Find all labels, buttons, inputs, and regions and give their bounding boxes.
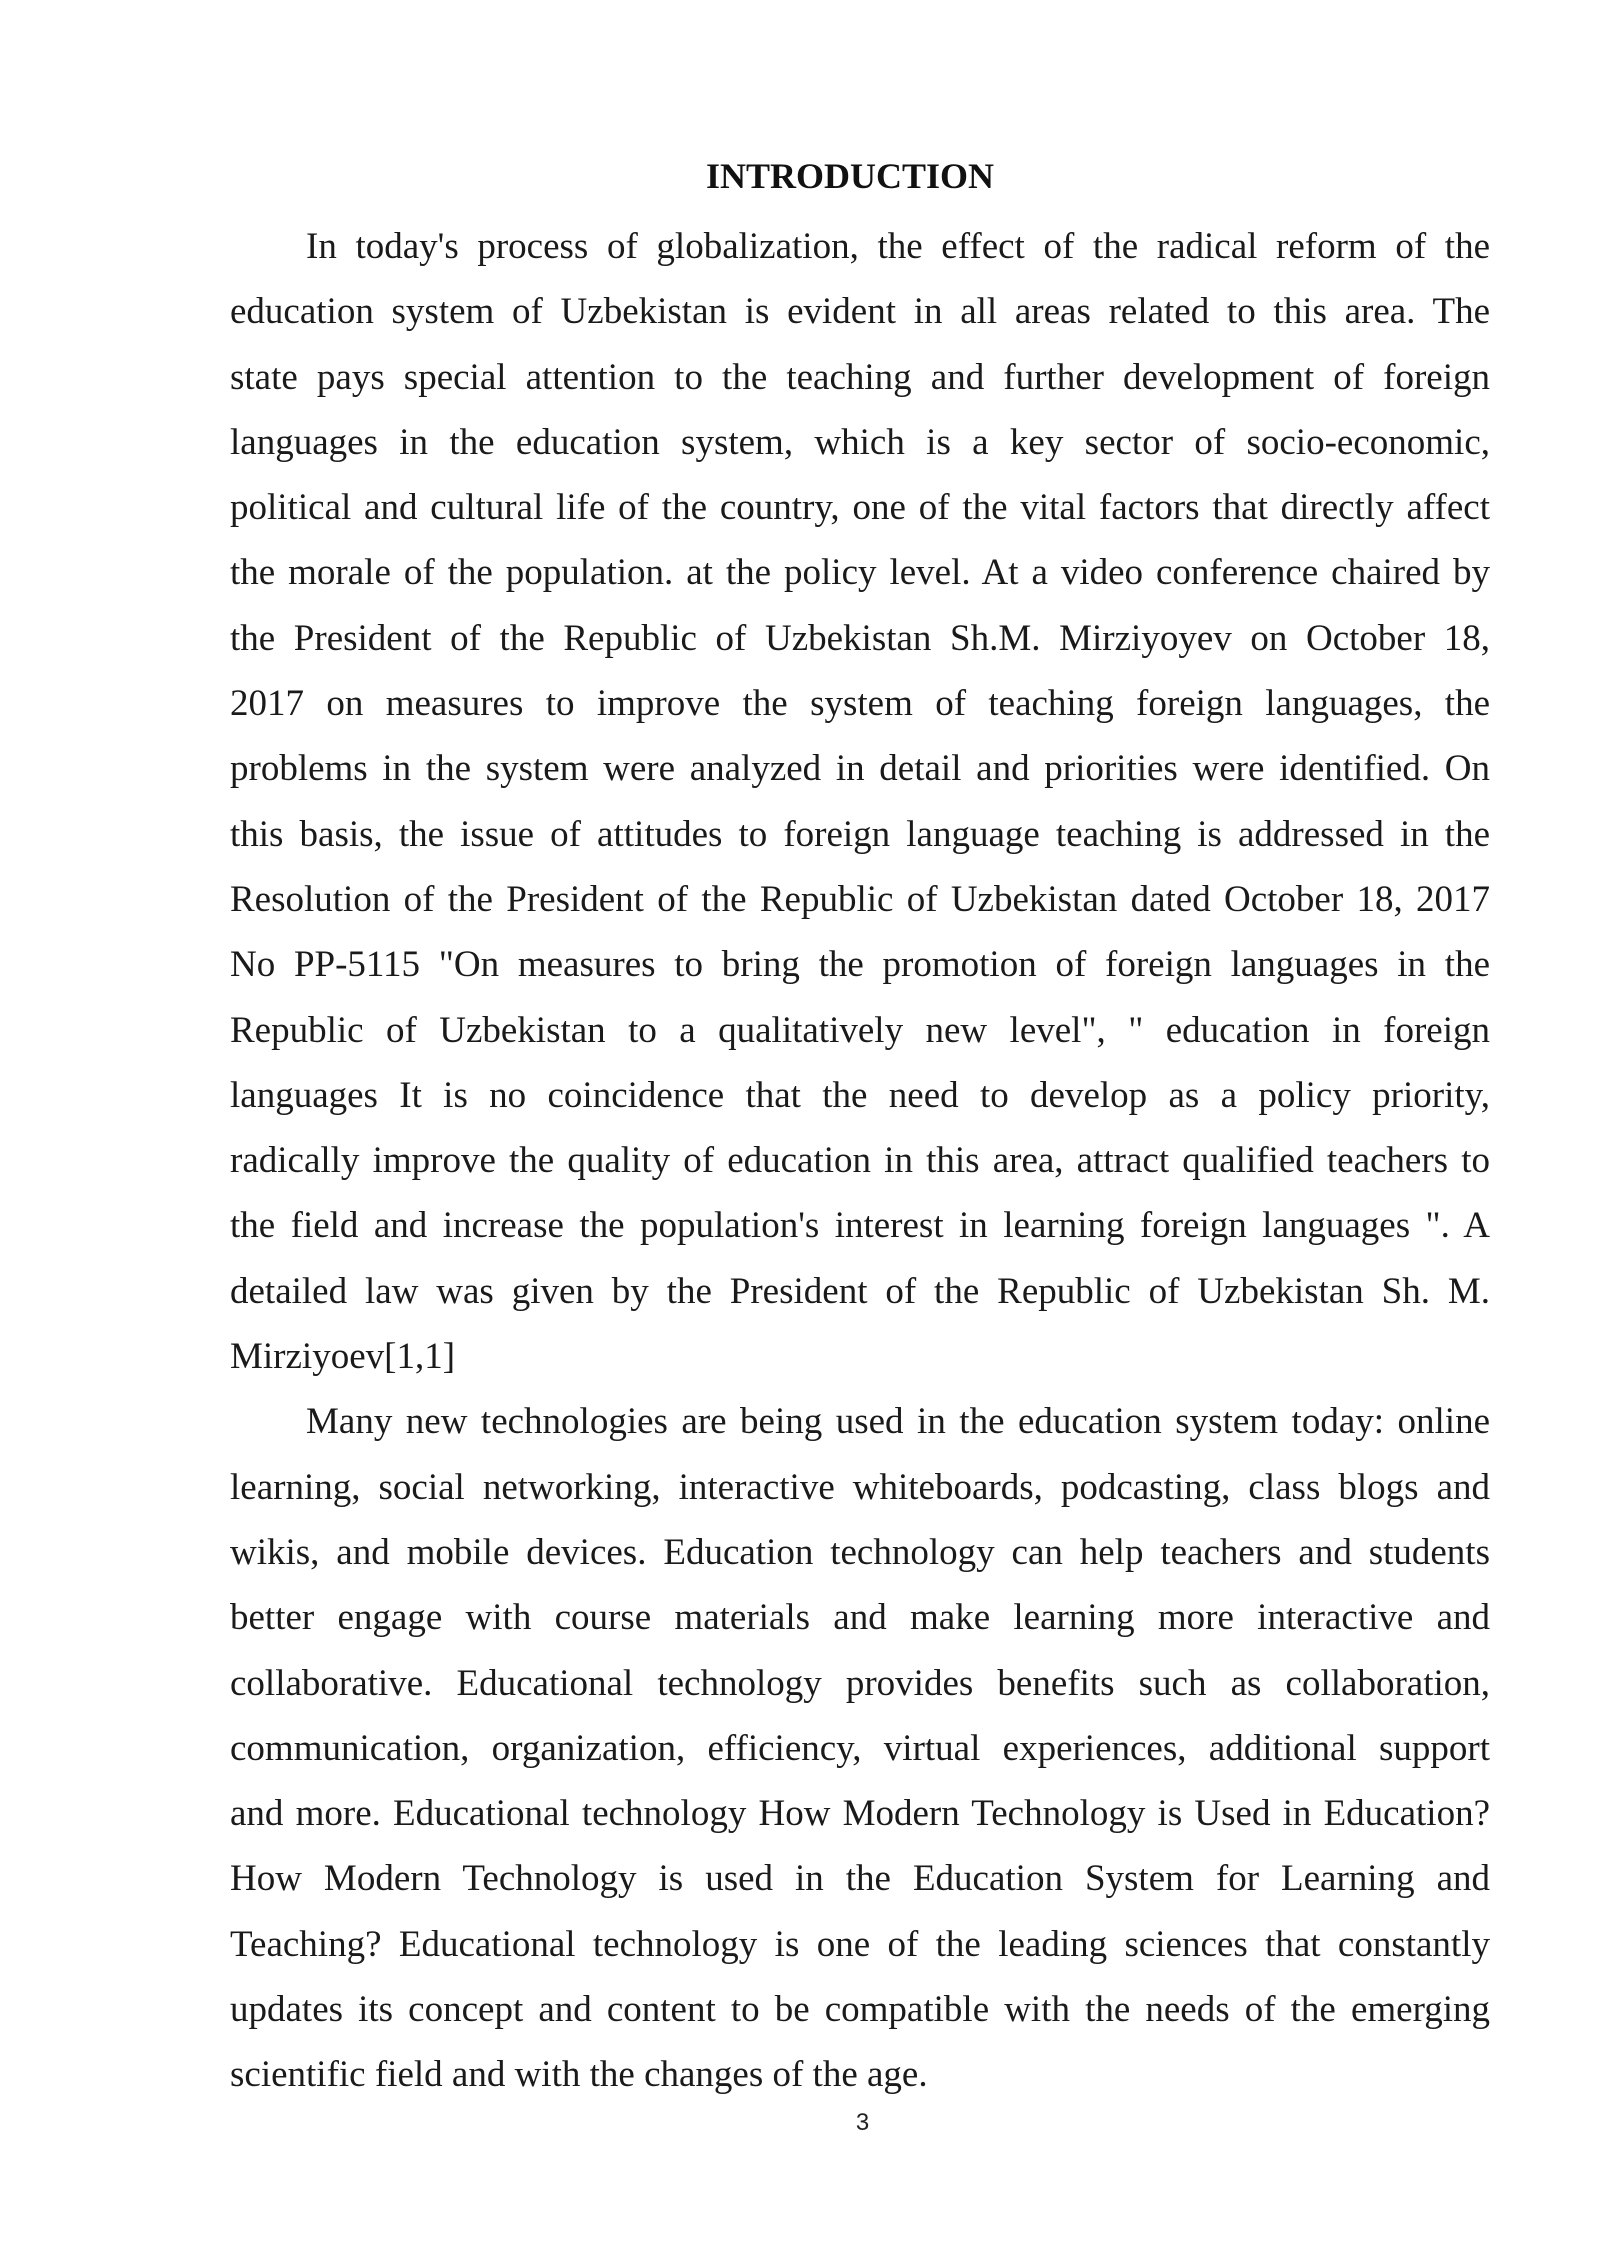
paragraph-1-line: state pays special attention to the teaching and further development of foreign <box>230 356 1490 398</box>
paragraph-2-line: Many new technologies are being used in the education system today: online <box>306 1401 1490 1443</box>
paragraph-2-line: Teaching? Educational technology is one of the leading sciences that constantly <box>230 1923 1490 1965</box>
page-number: 3 <box>855 2109 870 2136</box>
paragraph-1-line: this basis, the issue of attitudes to foreign language teaching is addressed in the <box>230 813 1490 855</box>
paragraph-1-line: Republic of Uzbekistan to a qualitatively new level", " education in foreign <box>230 1009 1490 1051</box>
paragraph-2-line: better engage with course materials and make learning more interactive and <box>230 1597 1490 1639</box>
paragraph-1-line: In today's process of globalization, the effect of the radical reform of the <box>306 226 1490 267</box>
paragraph-2-line: wikis, and mobile devices. Education technology can help teachers and students <box>230 1531 1490 1573</box>
paragraph-1-line: radically improve the quality of education in this area, attract qualified teachers to <box>230 1140 1490 1182</box>
paragraph-2-line: How Modern Technology is used in the Education System for Learning and <box>230 1858 1490 1900</box>
paragraph-1-line: Mirziyoev[1,1] <box>230 1336 456 1378</box>
paragraph-1-line: education system of Uzbekistan is evident in all areas related to this area. The <box>230 291 1490 333</box>
paragraph-2-line: updates its concept and content to be compatible with the needs of the emerging <box>230 1989 1490 2031</box>
paragraph-1-line: the President of the Republic of Uzbekistan Sh.M. Mirziyoyev on October 18, <box>230 617 1490 659</box>
paragraph-1-line: the morale of the population. at the policy level. At a video conference chaired by <box>230 552 1490 594</box>
paragraph-2-line: and more. Educational technology How Modern Technology is Used in Education? <box>230 1793 1490 1835</box>
paragraph-1-line: detailed law was given by the President of the Republic of Uzbekistan Sh. M. <box>230 1270 1490 1312</box>
paragraph-1-line: No PP-5115 "On measures to bring the promotion of foreign languages in the <box>230 944 1490 986</box>
paragraph-2-line: communication, organization, efficiency, virtual experiences, additional support <box>230 1727 1490 1769</box>
paragraph-1-line: 2017 on measures to improve the system of teaching foreign languages, the <box>230 683 1490 725</box>
paragraph-1-line: Resolution of the President of the Republic of Uzbekistan dated October 18, 2017 <box>230 878 1490 920</box>
paragraph-2-line: collaborative. Educational technology provides benefits such as collaboration, <box>230 1662 1490 1704</box>
body-text <box>230 214 1490 2108</box>
paragraph-1-line: problems in the system were analyzed in detail and priorities were identified. On <box>230 748 1490 790</box>
paragraph-1-line: political and cultural life of the country, one of the vital factors that directly affect <box>230 487 1490 529</box>
paragraph-1-line: languages in the education system, which is a key sector of socio-economic, <box>230 421 1490 463</box>
paragraph-2-line: learning, social networking, interactive whiteboards, podcasting, class blogs and <box>230 1466 1490 1508</box>
paragraph-1-line: the field and increase the population's interest in learning foreign languages ". A <box>230 1205 1490 1247</box>
paragraph-2-line: scientific field and with the changes of the age. <box>230 2054 928 2096</box>
paragraph-1-line: languages It is no coincidence that the need to develop as a policy priority, <box>230 1074 1490 1116</box>
page-title: INTRODUCTION <box>705 156 995 196</box>
